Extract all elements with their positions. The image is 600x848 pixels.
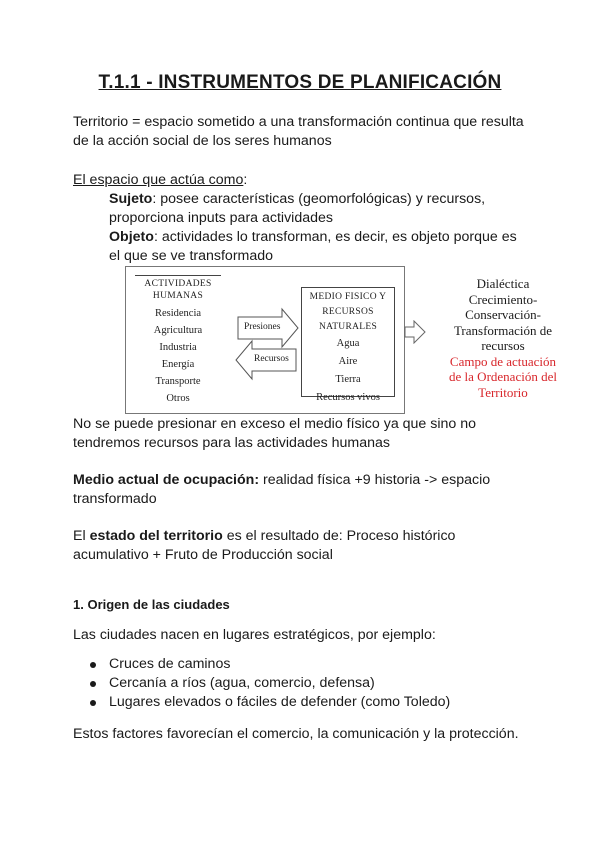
list-item [73, 655, 450, 674]
sujeto-label: Sujeto [109, 191, 153, 207]
presion-line-1: No se puede presionar en exceso el medio físico ya que sino no [73, 416, 477, 432]
list-item-text: Cruces de caminos [109, 656, 231, 672]
section-intro: Las ciudades nacen en lugares estratégicos, por ejemplo: [73, 627, 436, 643]
medio-actual-text-1: realidad física +9 historia -> espacio [259, 472, 491, 488]
actividad-item: Agricultura [153, 325, 203, 336]
bullet-icon [90, 662, 96, 668]
medio-item: Aire [338, 356, 358, 367]
estado-paragraph [73, 527, 543, 565]
sujeto-text-1: : posee características (geomorfológicas) y recursos, [152, 191, 486, 207]
bullet-list [73, 655, 450, 712]
medio-actual-paragraph [73, 471, 543, 509]
medio-header-1: MEDIO FISICO Y [309, 292, 387, 302]
dialectica-line: Dialéctica [476, 276, 530, 291]
dialectica-line: Transformación de [453, 322, 553, 338]
medio-actual-text-2: transformado [73, 491, 157, 507]
estado-label: estado del territorio [89, 528, 223, 544]
page-title: T.1.1 - INSTRUMENTOS DE PLANIFICACIÓN [98, 72, 502, 93]
bullet-icon [90, 681, 96, 687]
ordenacion-line: de la Ordenación del [449, 369, 557, 384]
recursos-label: Recursos [254, 354, 289, 364]
list-item [73, 693, 450, 712]
medio-item: Recursos vivos [316, 392, 380, 403]
ordenacion-line: Campo de actuación [449, 353, 557, 369]
intro-paragraph [73, 113, 543, 151]
actividades-header-1: ACTIVIDADES [144, 279, 212, 289]
actividad-item: Otros [166, 393, 190, 404]
actividad-item: Transporte [155, 376, 201, 387]
sujeto-block [109, 190, 529, 266]
actividad-item: Industria [159, 342, 197, 353]
outline-arrow [404, 320, 426, 344]
espacio-heading-text: El espacio que actúa como [73, 172, 244, 188]
dialectica-block [428, 276, 578, 400]
medio-fisico-box [301, 287, 395, 403]
section-closing: Estos factores favorecían el comercio, la comunicación y la protección. [73, 726, 519, 742]
actividad-item: Residencia [154, 308, 202, 319]
list-item-text: Lugares elevados o fáciles de defender (como Toledo) [109, 694, 451, 710]
bullet-icon [90, 700, 96, 706]
actividades-header-2: HUMANAS [152, 291, 204, 301]
intro-line-2: de la acción social de los seres humanos [73, 133, 332, 149]
medio-actual-label: Medio actual de ocupación: [73, 472, 260, 488]
territory-diagram [125, 266, 405, 414]
medio-header-2: RECURSOS [322, 307, 374, 317]
presion-paragraph [73, 415, 543, 453]
sujeto-text-2: proporciona inputs para actividades [109, 210, 333, 226]
actividad-item: Energía [161, 359, 195, 370]
list-item-text: Cercanía a ríos (agua, comercio, defensa) [109, 675, 375, 691]
espacio-heading [73, 171, 543, 190]
dialectica-line: Crecimiento- [468, 291, 538, 307]
objeto-text-2: el que se ve transformado [109, 248, 274, 264]
presiones-label: Presiones [244, 322, 281, 332]
medio-header-3: NATURALES [318, 322, 378, 332]
dialectica-line: recursos [481, 338, 525, 353]
objeto-label: Objeto [109, 229, 154, 245]
presion-line-2: tendremos recursos para las actividades humanas [73, 435, 391, 451]
estado-text-2: acumulativo + Fruto de Producción social [73, 547, 333, 563]
section-heading: 1. Origen de las ciudades [73, 597, 230, 612]
espacio-heading-colon: : [243, 172, 248, 188]
estado-text-1: es el resultado de: Proceso histórico [222, 528, 456, 544]
objeto-text-1: : actividades lo transforman, es decir, es objeto porque es [153, 229, 517, 245]
estado-pre: El [73, 528, 90, 544]
dialectica-line: Conservación- [465, 307, 541, 322]
list-item [73, 674, 450, 693]
ordenacion-line: Territorio [478, 384, 528, 400]
medio-item: Tierra [335, 374, 361, 385]
medio-item: Agua [336, 338, 360, 349]
intro-line-1: Territorio = espacio sometido a una transformación continua que resulta [73, 114, 524, 130]
